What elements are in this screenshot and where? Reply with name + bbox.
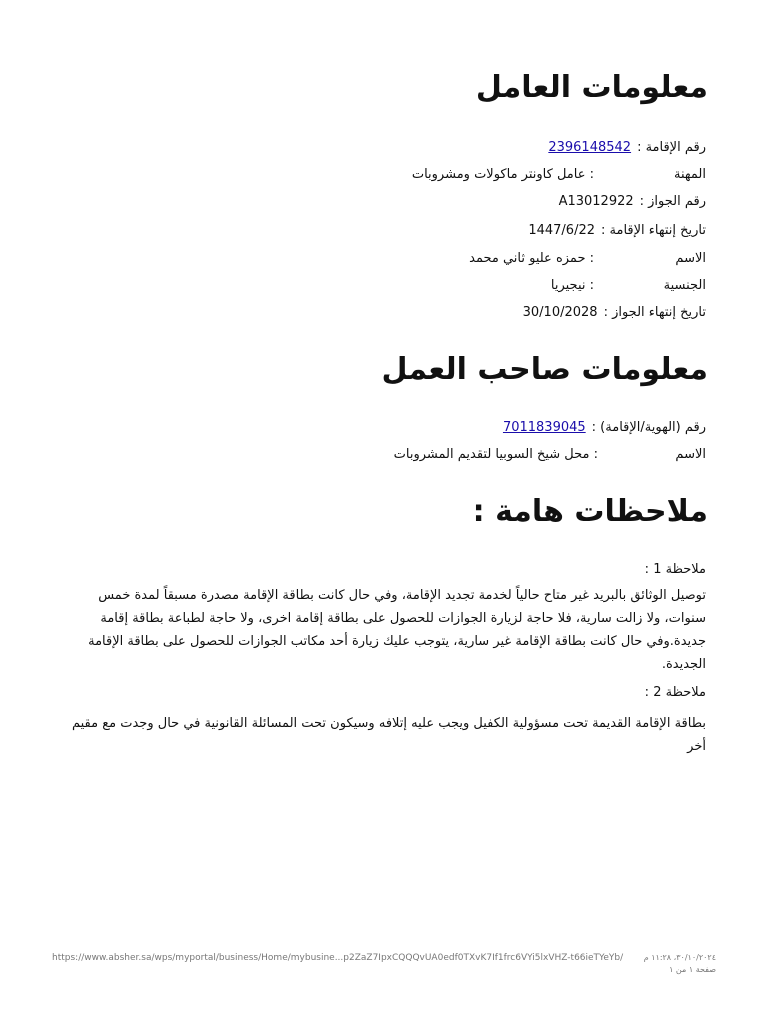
field-value: : محل شيخ السوبيا لتقديم المشروبات: [393, 447, 598, 462]
field-value: : عامل كاونتر ماكولات ومشروبات: [411, 167, 594, 182]
worker-iqama-link[interactable]: 2396148542: [548, 140, 632, 155]
field-label: رقم الجواز :: [639, 194, 706, 209]
field-value: A13012922: [558, 194, 634, 209]
field-label: الاسم: [675, 447, 706, 462]
field-label: الاسم: [675, 251, 706, 266]
worker-name-row: [469, 248, 706, 270]
worker-iqama-expiry-row: [528, 220, 706, 242]
footer-page-number: صفحة ١ من ١: [669, 965, 716, 974]
field-label: المهنة: [674, 167, 706, 182]
field-label: الجنسية: [663, 278, 706, 293]
note-1-text: توصيل الوثائق بالبريد غير متاح حالياً لخدمة تجديد الإقامة، وفي حال كانت بطاقة الإقامة مصدرة مسبقاً لمدة خمس سنوات، ولا زالت سارية، فلا حاجة لزيارة الجوازات للحصول على بطاقة إقامة اخرى، ولا حاجة لطباعة بطاقة إقامة جديدة.وفي حال كانت بطاقة الإقامة غير سارية، يتوجب عليك زيارة أحد مكاتب الجوازات للحصول على بطاقة الإقامة الجديدة.: [88, 588, 706, 672]
worker-iqama-row: [548, 137, 706, 159]
notes-section-title: ملاحظات هامة :: [472, 494, 708, 529]
worker-section-title: معلومات العامل: [475, 70, 708, 105]
field-label: رقم (الهوية/الإقامة) :: [591, 420, 706, 435]
employer-name-row: [394, 444, 706, 466]
worker-nationality-row: [551, 275, 706, 297]
worker-passport-expiry-row: [523, 302, 706, 324]
field-value: : نيجيريا: [550, 278, 594, 293]
field-value: 1447/6/22: [528, 223, 595, 238]
field-label: تاريخ إنتهاء الجواز :: [603, 305, 706, 320]
employer-section-title: معلومات صاحب العمل: [381, 352, 708, 387]
footer-url: https://www.absher.sa/wps/myportal/business/Home/mybusine...p2ZaZ7IpxCQQQvUA0edf0TXvK7If1frc6VYi5lxVHZ-t66ieTYeYb/: [52, 953, 624, 963]
note-2-text: بطاقة الإقامة القديمة تحت مسؤولية الكفيل ويجب عليه إتلافه وسيكون تحت المسائلة القانونية في حال وجدت مع مقيم أخر: [71, 716, 706, 754]
field-label: تاريخ إنتهاء الإقامة :: [601, 223, 706, 238]
worker-profession-row: [412, 164, 706, 186]
employer-id-link[interactable]: 7011839045: [502, 420, 586, 435]
note-2-label: ملاحظة 2 :: [644, 685, 706, 700]
field-label: رقم الإقامة :: [637, 140, 706, 155]
field-value: 30/10/2028: [522, 305, 598, 320]
field-value: : حمزه عليو ثاني محمد: [469, 251, 594, 266]
note-1-label: ملاحظة 1 :: [644, 562, 706, 577]
worker-passport-row: [559, 191, 706, 213]
employer-id-row: [503, 417, 706, 439]
footer-datetime: ٣٠/١٠/٢٠٢٤، ١١:٢٨ م: [643, 953, 716, 962]
